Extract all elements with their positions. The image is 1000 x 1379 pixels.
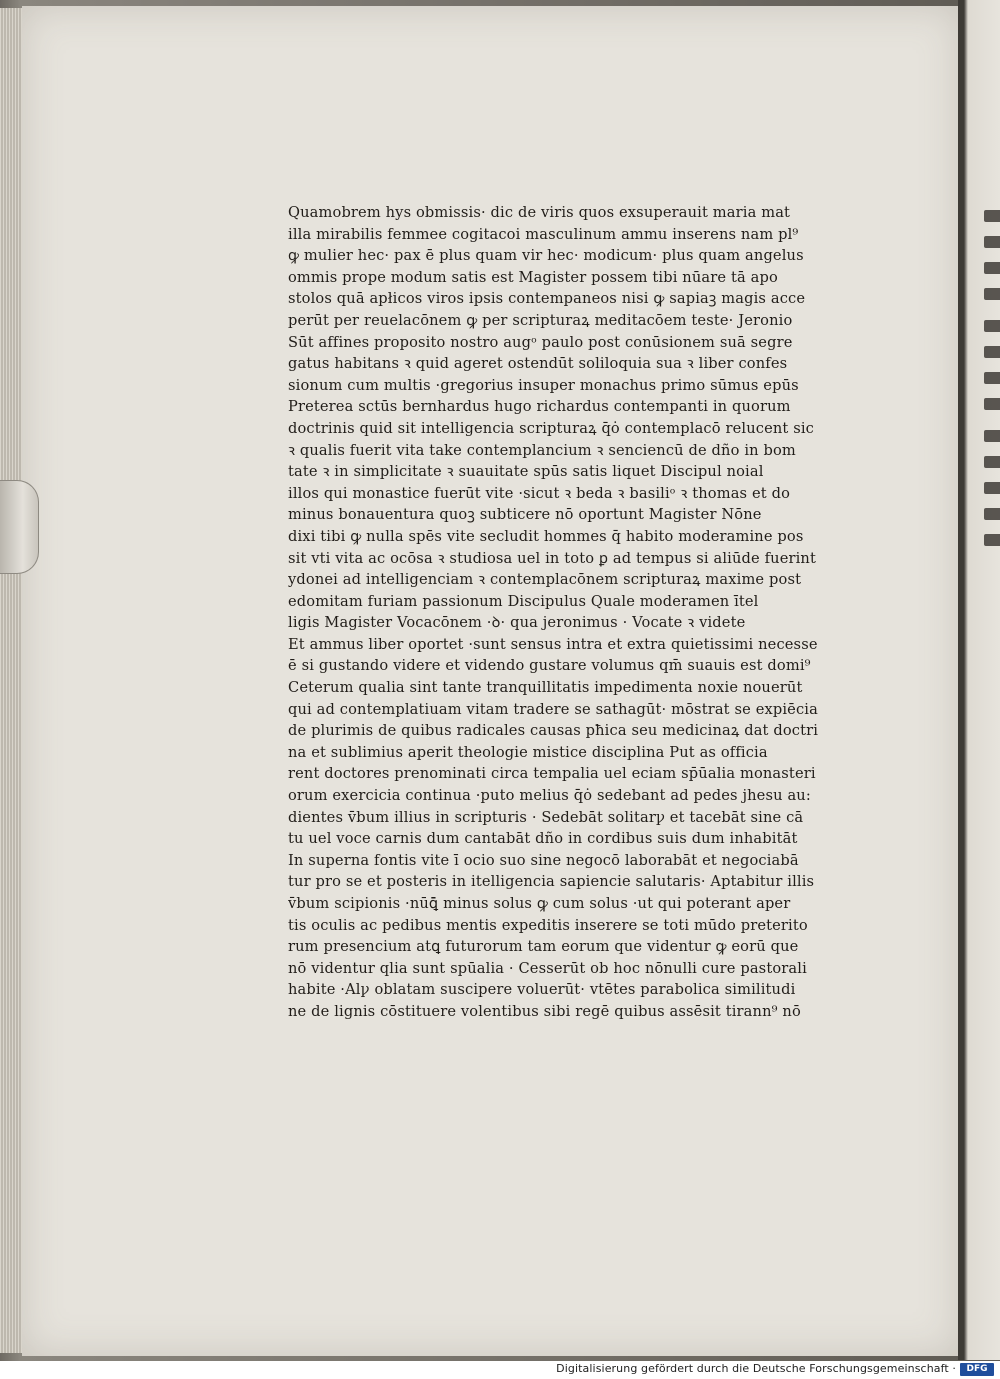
text-line: dixi tibi ꝙ nulla spēs vite secludit hommes q̄ habito moderamine pos — [288, 527, 804, 545]
text-line: orum exercicia continua ·puto melius q̄ȯ sedebant ad pedes jhesu au: — [288, 787, 811, 805]
gothic-text-block — [288, 202, 874, 1023]
right-page-edge — [958, 0, 1000, 1360]
right-page-text-fragment — [984, 456, 1000, 468]
right-page-text-fragment — [984, 210, 1000, 222]
text-line: rent doctores prenominati circa tempalia uel eciam sp̄ūalia monasteri — [288, 765, 816, 783]
text-line: edomitam furiam passionum Discipulus Quale moderamen ītel — [288, 592, 759, 610]
text-line: dientes v̄bum illius in scripturis · Sedebāt solitarꝩ et tacebāt sine cā — [288, 808, 804, 826]
right-page-text-fragment — [984, 288, 1000, 300]
text-line: nō videntur qlia sunt spūalia · Cesserūt ob hoc nōnulli cure pastorali — [288, 959, 807, 977]
text-line: tis oculis ac pedibus mentis expeditis inserere se toti mūdo preterito — [288, 916, 808, 934]
right-page-text-fragment — [984, 236, 1000, 248]
text-line: ligis Magister Vocacōnem ·ꝺ· qua jeronimus · Vocate ꝛ videte — [288, 614, 746, 632]
text-line: Sūt affines proposito nostro augᵒ paulo post conūsionem suā segre — [288, 333, 793, 351]
right-page-text-fragment — [984, 398, 1000, 410]
text-line: tu uel voce carnis dum cantabāt dño in cordibus suis dum inhabitāt — [288, 830, 798, 848]
text-line: stolos quā apłicos viros ipsis contempaneos nisi ꝙ sapiaꝫ magis acce — [288, 290, 806, 308]
text-line: qui ad contemplatiuam vitam tradere se sathagūt· mōstrat se expiēcia — [288, 700, 818, 718]
right-page-text-fragment — [984, 508, 1000, 520]
text-line: na et sublimius aperit theologie mistice disciplina Put as officia — [288, 743, 768, 761]
text-line: v̄bum scipionis ·nūꝗ̄ minus solus ꝙ cum solus ·ut qui poterant aper — [288, 895, 791, 912]
text-line: rum presencium atꝗ futurorum tam eorum que videntur ꝙ eorū que — [288, 938, 799, 956]
text-line: In superna fontis vite ī ocio suo sine negocō laborabāt et negociabā — [288, 851, 799, 869]
text-line: Preterea sctūs bernhardus hugo richardus contempanti in quorum — [288, 398, 791, 416]
text-line: ne de lignis cōstituere volentibus sibi regē quibus assēsit tirann⁹ nō — [288, 1002, 801, 1020]
text-line: Quamobrem hys obmissis· dic de viris quos exsuperauit maria mat — [288, 204, 791, 221]
right-page-text-fragment — [984, 372, 1000, 384]
footer-bar — [0, 1361, 1000, 1379]
text-line: Ceterum qualia sint tante tranquillitatis impedimenta noxie nouerūt — [288, 679, 803, 697]
text-line: sionum cum multis ·gregorius insuper monachus primo sūmus epūs — [288, 376, 799, 394]
right-page-text-fragment — [984, 482, 1000, 494]
text-line: doctrinis quid sit intelligencia scripturaꝝ q̄ȯ contemplacō relucent sic — [288, 419, 814, 437]
text-line: ꝙ mulier hec· pax ē plus quam vir hec· modicum· plus quam angelus — [288, 247, 804, 265]
book-page — [22, 6, 960, 1356]
book-clamp — [0, 480, 39, 574]
text-line: ē si gustando videre et videndo gustare volumus qm̄ suauis est domi⁹ — [288, 657, 811, 675]
text-line: sit vti vita ac ocōsa ꝛ studiosa uel in toto ꝑ ad tempus si aliūde fuerint — [288, 549, 816, 567]
text-line: gatus habitans ꝛ quid ageret ostendūt soliloquia sua ꝛ liber confes — [288, 355, 788, 373]
text-line: ydonei ad intelligenciam ꝛ contemplacōnem scripturaꝝ maxime post — [288, 571, 802, 589]
text-line: tur pro se et posteris in itelligencia sapiencie salutaris· Aptabitur illis — [288, 873, 815, 891]
text-line: de plurimis de quibus radicales causas pħica seu medicinaꝝ dat doctri — [288, 722, 819, 740]
text-line: ommis prope modum satis est Magister possem tibi nūare tā apo — [288, 268, 778, 286]
right-page-text-fragment — [984, 430, 1000, 442]
text-line: Et ammus liber oportet ·sunt sensus intra et extra quietissimi necesse — [288, 635, 818, 653]
text-line: ꝛ qualis fuerit vita take contemplancium ꝛ senciencū de dño in bom — [288, 441, 796, 459]
text-line: illa mirabilis femmee cogitacoi masculinum ammu inserens nam pl⁹ — [288, 225, 799, 243]
text-line: perūt per reuelacōnem ꝙ per scripturaꝝ meditacōem teste· Jeronio — [288, 311, 793, 329]
right-page-text-fragment — [984, 320, 1000, 332]
right-page-text-fragment — [984, 262, 1000, 274]
right-page-text-fragment — [984, 534, 1000, 546]
text-line: tate ꝛ in simplicitate ꝛ suauitate spūs satis liquet Discipul noial — [288, 463, 764, 481]
dfg-logo-icon: DFG — [960, 1363, 994, 1376]
funding-credit: Digitalisierung gefördert durch die Deutsche Forschungsgemeinschaft · — [556, 1362, 956, 1375]
right-page-text-fragment — [984, 346, 1000, 358]
text-line: minus bonauentura quoꝫ subticere nō oportunt Magister Nōne — [288, 506, 762, 524]
text-line: habite ·Alꝩ oblatam suscipere voluerūt· vtētes parabolica similitudi — [288, 981, 796, 999]
text-line: illos qui monastice fuerūt vite ·sicut ꝛ beda ꝛ basiliᵒ ꝛ thomas et do — [288, 484, 791, 502]
